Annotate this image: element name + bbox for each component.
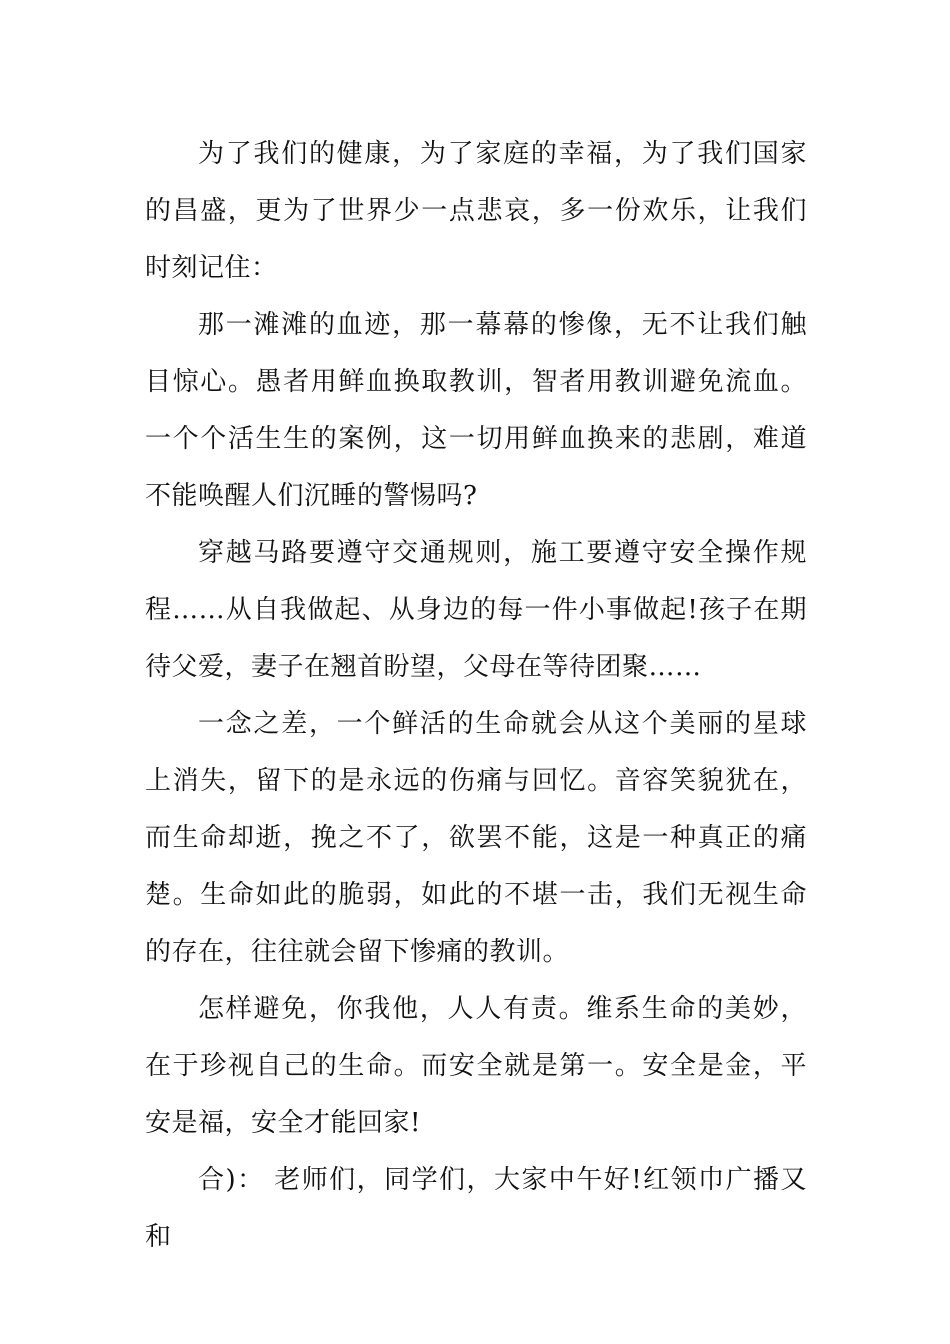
paragraph-6: 合)： 老师们，同学们，大家中午好!红领巾广播又和 [145, 1165, 807, 1252]
paragraph-3: 穿越马路要遵守交通规则，施工要遵守安全操作规程……从自我做起、从身边的每一件小事做起!孩子在期待父爱，妻子在翘首盼望，父母在等待团聚…… [145, 538, 807, 682]
paragraph-1: 为了我们的健康，为了家庭的幸福，为了我们国家的昌盛，更为了世界少一点悲哀，多一份欢乐，让我们时刻记住： [145, 139, 807, 283]
document-body [145, 126, 807, 1266]
paragraph-5: 怎样避免，你我他，人人有责。维系生命的美妙，在于珍视自己的生命。而安全就是第一。安全是金，平安是福，安全才能回家! [145, 994, 807, 1138]
paragraph-2: 那一滩滩的血迹，那一幕幕的惨像，无不让我们触目惊心。愚者用鲜血换取教训，智者用教训避免流血。一个个活生生的案例，这一切用鲜血换来的悲剧，难道不能唤醒人们沉睡的警惕吗? [145, 310, 807, 511]
paragraph-4: 一念之差，一个鲜活的生命就会从这个美丽的星球上消失，留下的是永远的伤痛与回忆。音容笑貌犹在，而生命却逝，挽之不了，欲罢不能，这是一种真正的痛楚。生命如此的脆弱，如此的不堪一击，我们无视生命的存在，往往就会留下惨痛的教训。 [145, 709, 807, 967]
